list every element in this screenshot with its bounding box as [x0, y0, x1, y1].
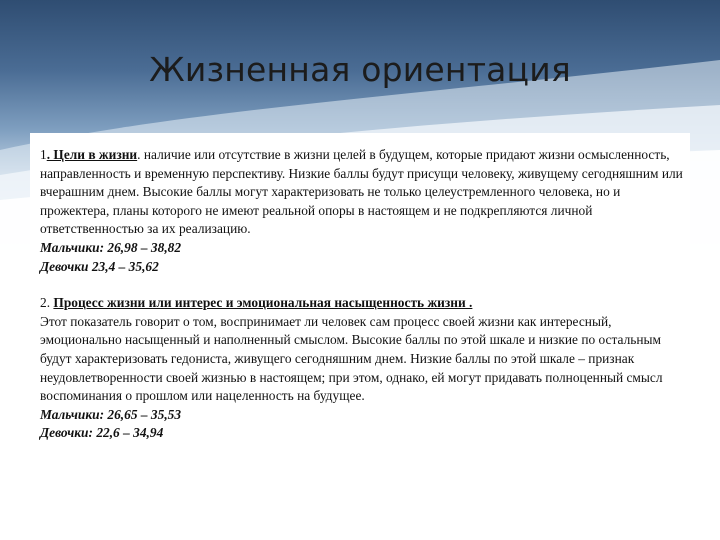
section-2-number: 2. [40, 295, 51, 311]
section-divider [40, 276, 690, 294]
section-2-girls-range: Девочки: 22,6 – 34,94 [40, 425, 164, 441]
section-1-boys-range: Мальчики: 26,98 – 38,82 [40, 239, 182, 255]
section-2-heading: Процесс жизни или интерес и эмоциональная насыщенность жизни . [53, 295, 473, 311]
section-1-girls-range: Девочки 23,4 – 35,62 [40, 258, 159, 274]
section-1-heading: . Цели в жизни [46, 147, 138, 162]
section-2-paragraph [40, 294, 690, 313]
section-2-text: Этот показатель говорит о том, воспринимает ли человек сам процесс своей жизни как интересный, эмоционально насыщенный и наполненный смыслом. Высокие баллы по этой шкале и низкие по остальным будут характеризовать гедониста, живущего сегодняшним днем. Низкие баллы по этой шкале – признак неудовлетворенности своей жизнью в настоящем; при этом, однако, ей могут придавать полноценный смысл воспоминания о прошлом или нацеленность на будущее. [40, 313, 663, 404]
slide-body [40, 146, 690, 443]
section-1-text: . наличие или отсутствие в жизни целей в будущем, которые придают жизни осмысленность, направленность и временную перспективу. Низкие баллы будут присущи человеку, живущему сегодняшним или вчерашним днем. Высокие баллы могут характеризовать не только целеустремленного человека, но и прожектера, планы которого не имеют реальной опоры в настоящем и не подкрепляются личной ответственностью за их реализацию. [40, 147, 683, 237]
slide-title: Жизненная ориентация [149, 50, 571, 89]
section-1-number: 1 [40, 147, 47, 162]
section-1-paragraph [40, 146, 690, 239]
section-2-boys-range: Мальчики: 26,65 – 35,53 [40, 406, 182, 422]
